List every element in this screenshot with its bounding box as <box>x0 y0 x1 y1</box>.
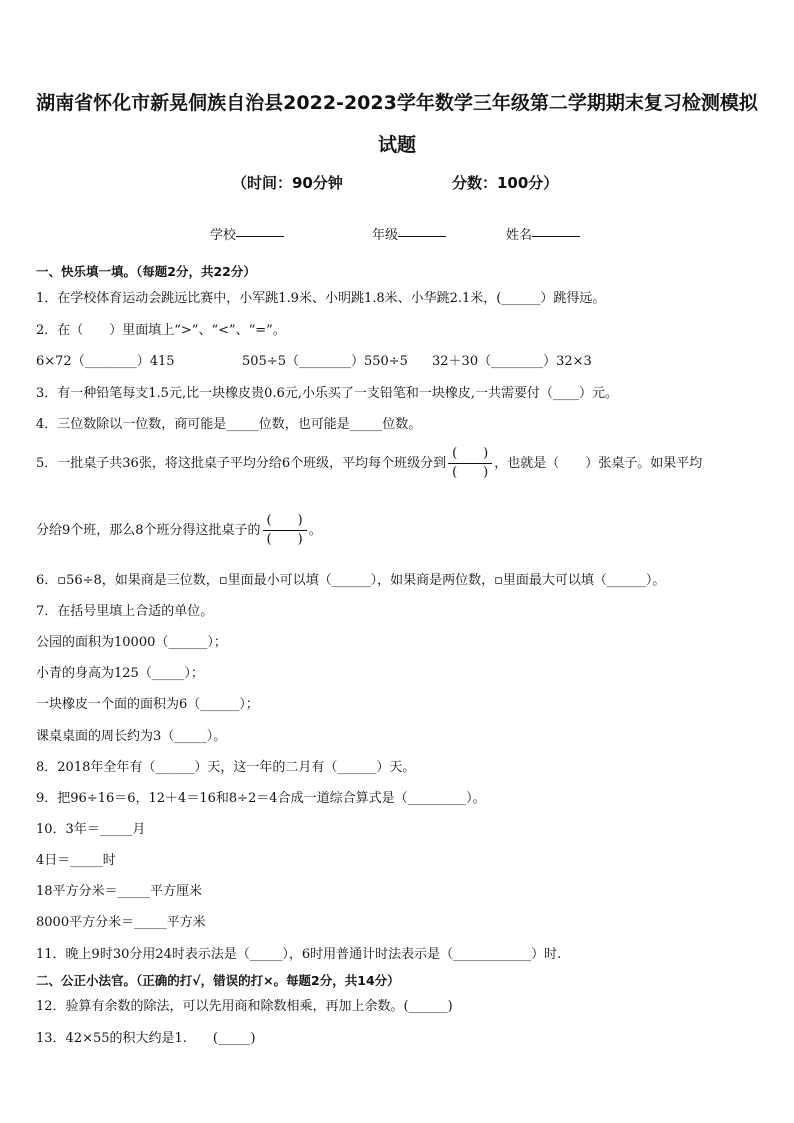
question-2: 2．在（ ）里面填上“>”、“<”、“=”。 <box>36 323 286 338</box>
question-11: 11．晚上9时30分用24时表示法是（_____），6时用普通计时法表示是（____________）时. <box>36 947 562 962</box>
section-1-heading: 一、快乐填一填。（每题2分，共22分） <box>36 264 256 279</box>
question-7: 7．在括号里填上合适的单位。 <box>36 604 214 619</box>
exam-title-line2: 试题 <box>377 134 416 156</box>
q5-fraction-2-numerator: ( ) <box>263 512 307 531</box>
q7-item-1: 公园的面积为10000（______）； <box>36 635 227 650</box>
q5-fraction-1-denominator: ( ) <box>452 465 489 480</box>
q7-item-2: 小青的身高为125（_____）； <box>36 666 204 681</box>
question-6: 6．▫56÷8，如果商是三位数，▫里面最小可以填（______），如果商是两位数，▫里面最大可以填（______）。 <box>36 573 666 588</box>
q2-item-1: 6×72（________）415 <box>36 354 175 369</box>
question-5-line1 <box>36 445 702 482</box>
name-field[interactable] <box>506 224 532 243</box>
q2-item-3: 32＋30（________）32×3 <box>432 354 592 369</box>
question-5-line2 <box>36 512 322 549</box>
q5-fraction-2[interactable] <box>263 512 307 549</box>
q5-text-1: 5．一批桌子共36张，将这批桌子平均分给6个班级，平均每个班级分到 <box>36 456 447 471</box>
name-label: 姓名 <box>506 228 533 243</box>
q5-fraction-2-denominator: ( ) <box>266 532 303 547</box>
q10-item-1: 10．3年＝_____月 <box>36 822 146 837</box>
question-8: 8．2018年全年有（______）天，这一年的二月有（______）天。 <box>36 760 416 775</box>
q10-item-4: 8000平方分米＝_____平方米 <box>36 915 206 930</box>
q5-text-4: 。 <box>308 523 322 538</box>
q2-item-2: 505÷5（________）550÷5 <box>242 354 408 369</box>
question-9: 9．把96÷16＝6，12＋4＝16和8÷2＝4合成一道综合算式是（_________）。 <box>36 791 486 806</box>
school-field[interactable] <box>210 224 236 243</box>
school-label: 学校 <box>210 228 237 243</box>
grade-blank[interactable] <box>398 224 446 237</box>
school-blank[interactable] <box>236 224 284 237</box>
grade-label: 年级 <box>372 228 399 243</box>
q5-text-2: ，也就是（ ）张桌子。如果平均 <box>494 456 703 471</box>
question-12: 12．验算有余数的除法，可以先用商和除数相乘，再加上余数。(______) <box>36 999 453 1014</box>
exam-title-line1: 湖南省怀化市新晃侗族自治县2022-2023学年数学三年级第二学期期末复习检测模拟 <box>36 92 758 114</box>
q5-fraction-1[interactable] <box>448 445 492 482</box>
name-blank[interactable] <box>532 224 580 237</box>
q7-item-3: 一块橡皮一个面的面积为6（______）； <box>36 697 259 712</box>
q10-item-2: 4日＝_____时 <box>36 853 116 868</box>
exam-time: （时间：90分钟 <box>232 174 343 192</box>
section-2-heading: 二、公正小法官。（正确的打√，错误的打×。每题2分，共14分） <box>36 973 400 988</box>
question-13: 13．42×55的积大约是1. (_____) <box>36 1031 256 1046</box>
question-1: 1．在学校体育运动会跳远比赛中，小军跳1.9米、小明跳1.8米、小华跳2.1米，(______）跳得远。 <box>36 291 606 306</box>
q5-fraction-1-numerator: ( ) <box>448 445 492 464</box>
q10-item-3: 18平方分米＝_____平方厘米 <box>36 884 203 899</box>
exam-score: 分数：100分） <box>452 174 559 192</box>
q5-text-3: 分给9个班，那么8个班分得这批桌子的 <box>36 523 261 538</box>
question-4: 4．三位数除以一位数，商可能是_____位数，也可能是_____位数。 <box>36 417 422 432</box>
question-3: 3．有一种铅笔每支1.5元,比一块橡皮贵0.6元,小乐买了一支铅笔和一块橡皮,一共需要付（____）元。 <box>36 386 619 401</box>
grade-field[interactable] <box>372 224 398 243</box>
q7-item-4: 课桌桌面的周长约为3（_____）。 <box>36 729 227 744</box>
